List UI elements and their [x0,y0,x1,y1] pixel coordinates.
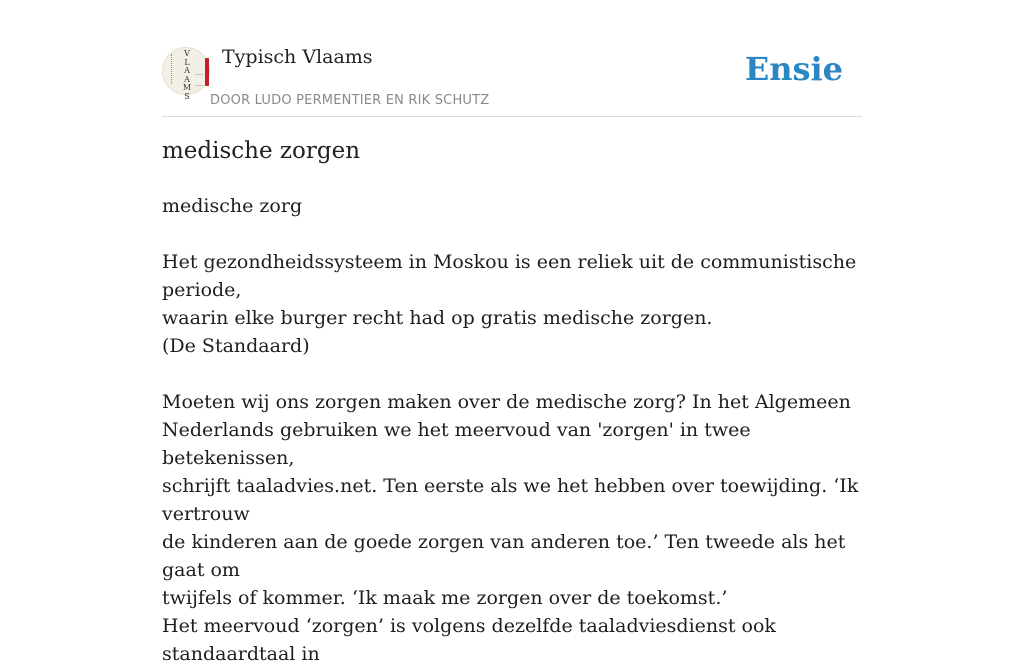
ensie-logo[interactable]: Ensie [744,50,843,88]
author-byline: DOOR LUDO PERMENTIER EN RIK SCHUTZ [210,93,490,108]
avatar-letter: A [184,74,190,84]
post-title: medische zorgen [162,138,361,164]
avatar-decoration [195,74,203,86]
explanation-line: Het meervoud ‘zorgen’ is volgens dezelfde taaladviesdienst ook standaardtaal in [162,615,776,665]
explanation-line: Moeten wij ons zorgen maken over de medische zorg? In het Algemeen [162,391,851,413]
quote-line: Het gezondheidssysteem in Moskou is een reliek uit de communistische periode, [162,251,857,301]
definition-text: medische zorg [162,195,303,217]
site-header [162,0,862,117]
post-body [162,192,867,668]
avatar-letter: L [184,57,190,67]
explanation-line: Nederlands gebruiken we het meervoud van 'zorgen' in twee betekenissen, [162,419,751,469]
explanation-line: schrijft taaladvies.net. Ten eerste als we het hebben over toewijding. ‘Ik vertrouw [162,475,859,525]
avatar-accent [205,58,209,86]
avatar-letter: A [184,66,190,75]
avatar-letter: M [182,83,192,92]
blog-avatar[interactable] [162,47,210,101]
explanation-line: de kinderen aan de goede zorgen van anderen toe.’ Ten tweede als het gaat om [162,531,846,581]
quote-line: waarin elke burger recht had op gratis medische zorgen. [162,307,713,329]
blog-title[interactable]: Typisch Vlaams [222,46,373,68]
quote-source: (De Standaard) [162,335,310,357]
avatar-letter: S [184,91,190,101]
explanation-line: twijfels of kommer. ‘Ik maak me zorgen over de toekomst.’ [162,587,728,609]
avatar-letters [180,50,194,101]
avatar-letter: V [184,49,190,58]
avatar-decoration [171,54,174,84]
